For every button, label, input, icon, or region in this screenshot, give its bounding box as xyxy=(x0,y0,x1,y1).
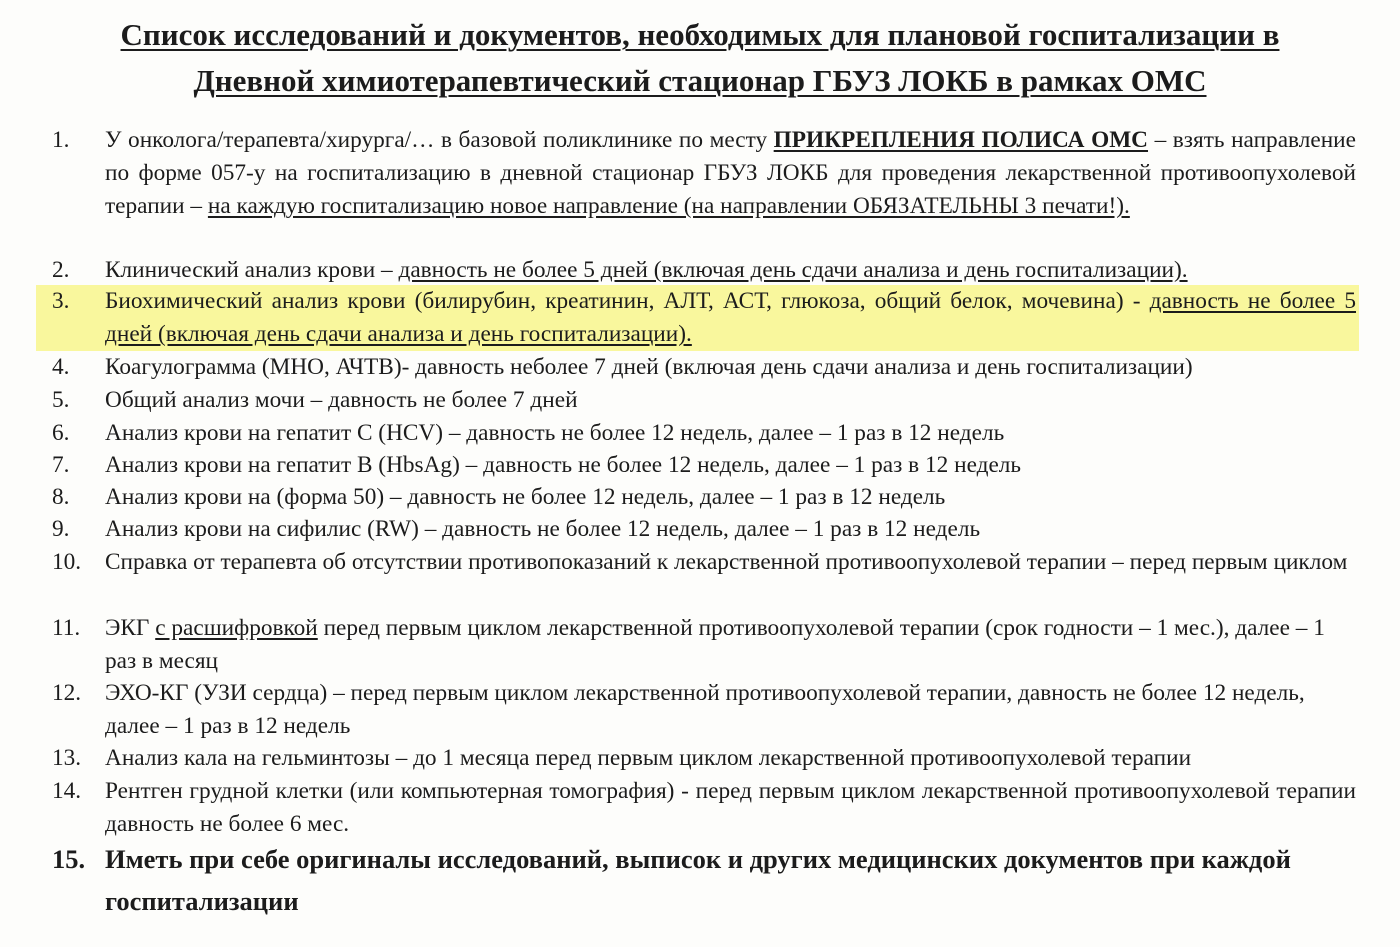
item-text: Анализ кала на гельминтозы – до 1 месяца перед первым циклом лекарственной противоопухолевой терапии xyxy=(105,745,1192,771)
list-item-9 xyxy=(52,513,1356,546)
item-text: У онколога/терапевта/хирурга/… в базовой поликлинике по месту ПРИКРЕПЛЕНИЯ ПОЛИСА ОМС – взять направление по форме 057-у на госпитализацию в дневной стационар ГБУЗ ЛОКБ для проведения лекарственной противоопухолевой терапии – на каждую госпитализацию новое направление (на направлении ОБЯЗАТЕЛЬНЫ 3 печати!). xyxy=(105,127,1356,219)
list-item-1 xyxy=(52,124,1356,223)
policy-attachment-emphasis: ПРИКРЕПЛЕНИЯ ПОЛИСА ОМС xyxy=(773,127,1149,153)
list-item-15 xyxy=(52,838,1362,922)
list-item-11 xyxy=(52,612,1356,678)
item-number: 11. xyxy=(52,615,81,641)
item-text: Анализ крови на сифилис (RW) – давность не более 12 недель, далее – 1 раз в 12 недель xyxy=(105,516,981,542)
list-item-2 xyxy=(52,254,1356,287)
list-item-12 xyxy=(52,677,1356,743)
list-item-7 xyxy=(52,449,1356,482)
item-text: Анализ крови на гепатит В (HbsAg) – давность не более 12 недель, далее – 1 раз в 12 недель xyxy=(105,452,1022,478)
item-number: 3. xyxy=(52,288,70,314)
item-number: 9. xyxy=(52,516,70,542)
item-number: 7. xyxy=(52,452,70,478)
list-item-6 xyxy=(52,417,1356,450)
item-number: 10. xyxy=(52,549,82,575)
list-item-5 xyxy=(52,384,1356,417)
item-number: 5. xyxy=(52,387,70,413)
item-text: Справка от терапевта об отсутствии противопоказаний к лекарственной противоопухолевой терапии – перед первым циклом xyxy=(105,549,1348,575)
item-text: Анализ крови на (форма 50) – давность не более 12 недель, далее – 1 раз в 12 недель xyxy=(105,484,946,510)
item-text: Коагулограмма (МНО, АЧТВ)- давность неболее 7 дней (включая день сдачи анализа и день госпитализации) xyxy=(105,354,1193,380)
item-number: 2. xyxy=(52,257,70,283)
item-text: ЭКГ с расшифровкой перед первым циклом лекарственной противоопухолевой терапии (срок годности – 1 мес.), далее – 1 раз в месяц xyxy=(105,615,1325,674)
item-number: 1. xyxy=(52,127,70,153)
new-referral-note: на каждую госпитализацию новое направление (на направлении ОБЯЗАТЕЛЬНЫ 3 печати!). xyxy=(207,193,1130,219)
item-text: Рентген грудной клетки (или компьютерная томография) - перед первым циклом лекарственной противоопухолевой терапии давность не более 6 мес. xyxy=(105,778,1356,837)
item-number: 6. xyxy=(52,420,70,446)
document-title xyxy=(0,12,1400,104)
list-item-10 xyxy=(52,546,1356,579)
list-item-13 xyxy=(52,742,1356,775)
item-number: 13. xyxy=(52,745,82,771)
item-text: Иметь при себе оригиналы исследований, выписок и других медицинских документов при каждой госпитализации xyxy=(105,844,1291,916)
list-item-4 xyxy=(52,351,1356,384)
item-number: 15. xyxy=(52,844,86,874)
title-line-1: Список исследований и документов, необходимых для плановой госпитализации в xyxy=(120,17,1280,52)
item-number: 14. xyxy=(52,778,82,804)
title-line-2: Дневной химиотерапевтический стационар ГБУЗ ЛОКБ в рамках ОМС xyxy=(193,63,1207,98)
item-text: Клинический анализ крови – давность не более 5 дней (включая день сдачи анализа и день госпитализации). xyxy=(105,257,1188,283)
list-item-8 xyxy=(52,481,1356,514)
item-text: Биохимический анализ крови (билирубин, креатинин, АЛТ, АСТ, глюкоза, общий белок, мочевина) - давность не более 5 дней (включая день сдачи анализа и день госпитализации). xyxy=(105,288,1356,347)
list-item-3 xyxy=(52,285,1356,351)
list-item-14 xyxy=(52,775,1356,841)
item-number: 4. xyxy=(52,354,70,380)
item-text: ЭХО-КГ (УЗИ сердца) – перед первым циклом лекарственной противоопухолевой терапии, давность не более 12 недель, далее – 1 раз в 12 недель xyxy=(105,680,1305,739)
item-number: 12. xyxy=(52,680,82,706)
item-text: Общий анализ мочи – давность не более 7 дней xyxy=(105,387,578,413)
item-number: 8. xyxy=(52,484,70,510)
item-text: Анализ крови на гепатит С (HCV) – давность не более 12 недель, далее – 1 раз в 12 недель xyxy=(105,420,1005,446)
